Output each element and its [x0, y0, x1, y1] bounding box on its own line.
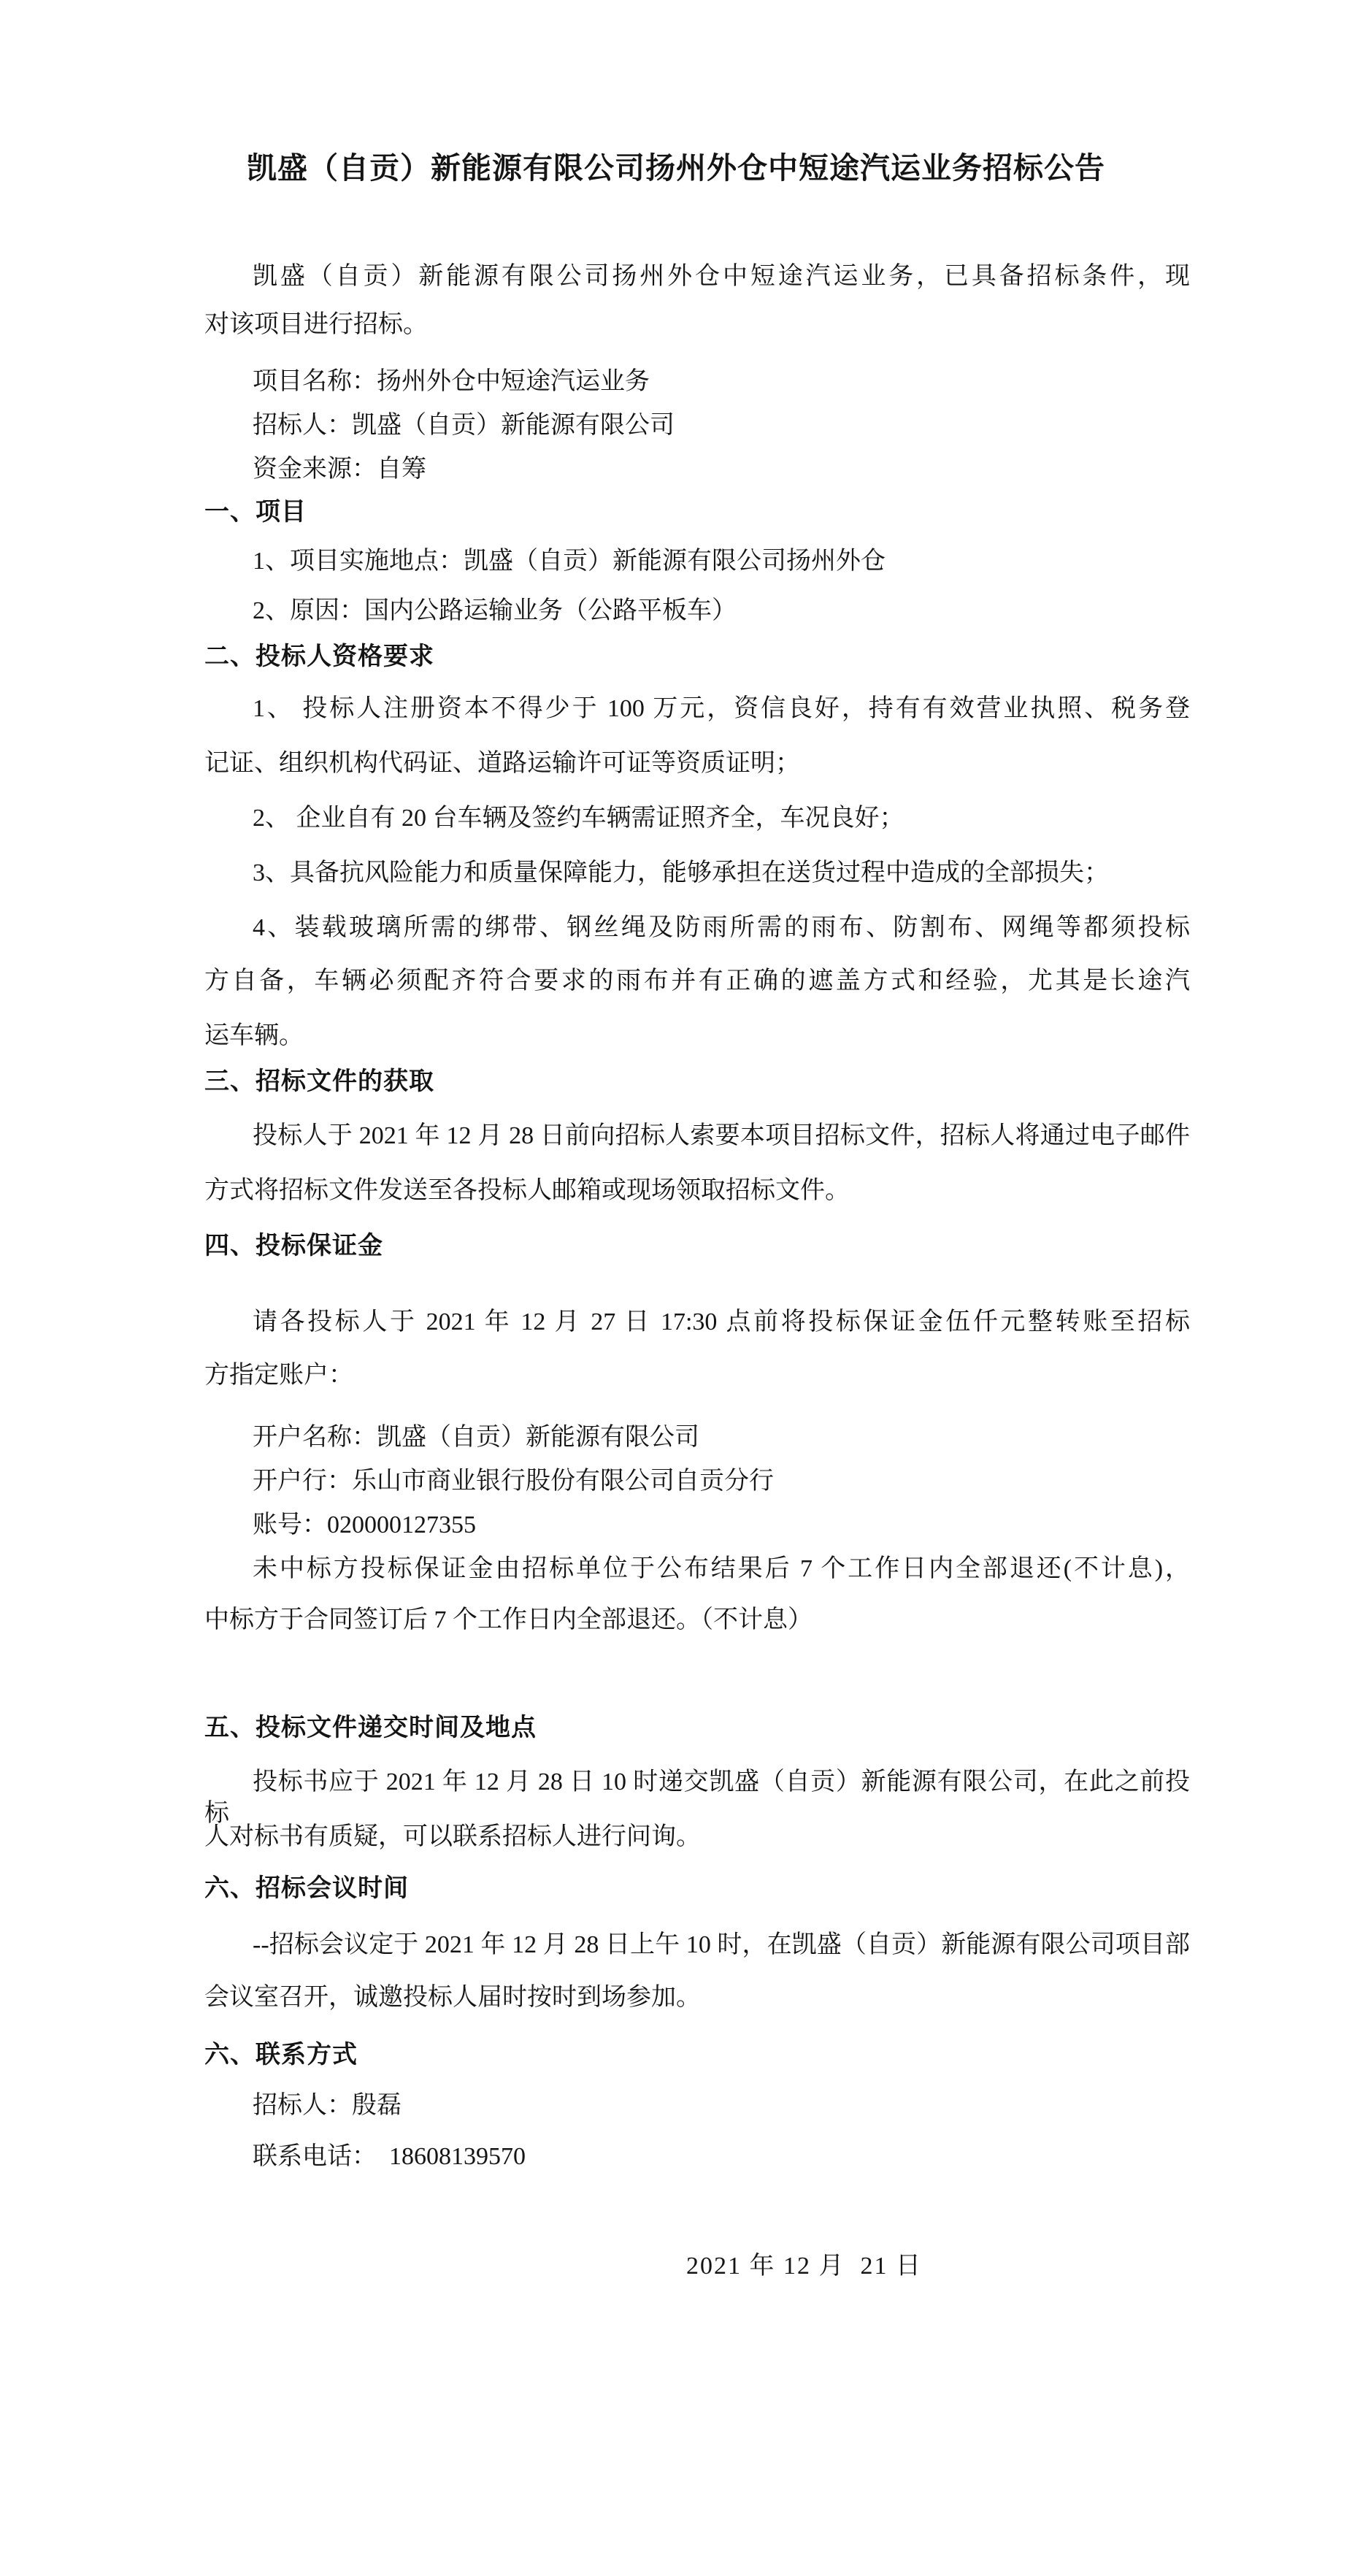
- text-line: 1、 投标人注册资本不得少于 100 万元，资信良好，持有有效营业执照、税务登: [253, 695, 1190, 722]
- text-line: 请各投标人于 2021 年 12 月 27 日 17:30 点前将投标保证金伍仟元整转账至招标: [253, 1308, 1190, 1335]
- section-heading: 四、投标保证金: [204, 1232, 383, 1260]
- text-line: 开户名称：凯盛（自贡）新能源有限公司: [253, 1424, 699, 1451]
- text-line: 2、 企业自有 20 台车辆及签约车辆需证照齐全，车况良好；: [253, 805, 904, 832]
- section-heading: 三、招标文件的获取: [204, 1067, 434, 1095]
- text-line: 开户行：乐山市商业银行股份有限公司自贡分行: [253, 1468, 774, 1495]
- section-heading: 五、投标文件递交时间及地点: [204, 1714, 537, 1741]
- text-line: 招标人：凯盛（自贡）新能源有限公司: [253, 412, 675, 439]
- text-line: 会议室召开，诚邀投标人届时按时到场参加。: [204, 1984, 701, 2011]
- text-line: 中标方于合同签订后 7 个工作日内全部退还。（不计息）: [204, 1606, 813, 1633]
- text-line: 1、项目实施地点：凯盛（自贡）新能源有限公司扬州外仓: [253, 548, 886, 575]
- text-line: 方自备，车辆必须配齐符合要求的雨布并有正确的遮盖方式和经验，尤其是长途汽: [204, 967, 1190, 994]
- text-line: 方式将招标文件发送至各投标人邮箱或现场领取招标文件。: [204, 1177, 850, 1204]
- section-heading: 一、项目: [204, 498, 307, 526]
- text-line: 4、装载玻璃所需的绑带、钢丝绳及防雨所需的雨布、防割布、网绳等都须投标: [253, 914, 1190, 941]
- text-line: 方指定账户：: [204, 1362, 353, 1389]
- text-line: 未中标方投标保证金由招标单位于公布结果后 7 个工作日内全部退还(不计息)，: [253, 1555, 1190, 1582]
- text-line: 投标书应于 2021 年 12 月 28 日 10 时递交凯盛（自贡）新能源有限公司，在此之前投标: [204, 1768, 1190, 1827]
- text-line: 3、具备抗风险能力和质量保障能力，能够承担在送货过程中造成的全部损失；: [253, 859, 1109, 886]
- text-line: 凯盛（自贡）新能源有限公司扬州外仓中短途汽运业务，已具备招标条件，现: [253, 263, 1190, 290]
- text-line: 对该项目进行招标。: [204, 311, 428, 338]
- text-line: 资金来源：自筹: [253, 456, 426, 483]
- text-line: 账号：020000127355: [253, 1511, 476, 1538]
- section-heading: 二、投标人资格要求: [204, 643, 434, 670]
- date-line: 2021 年 12 月 21 日: [686, 2253, 922, 2280]
- text-line: 人对标书有质疑，可以联系招标人进行问询。: [204, 1823, 701, 1850]
- text-line: 招标人：殷磊: [253, 2092, 402, 2119]
- text-line: 联系电话： 18608139570: [253, 2143, 526, 2170]
- document-title: 凯盛（自贡）新能源有限公司扬州外仓中短途汽运业务招标公告: [247, 151, 1105, 185]
- text-line: 运车辆。: [204, 1022, 304, 1049]
- text-line: 2、原因：国内公路运输业务（公路平板车）: [253, 597, 737, 624]
- text-line: 记证、组织机构代码证、道路运输许可证等资质证明；: [204, 750, 800, 777]
- text-line: --招标会议定于 2021 年 12 月 28 日上午 10 时，在凯盛（自贡）新能源有限公司项目部: [253, 1931, 1190, 1958]
- text-line: 投标人于 2021 年 12 月 28 日前向招标人索要本项目招标文件，招标人将通过电子邮件: [253, 1122, 1190, 1149]
- section-heading: 六、招标会议时间: [204, 1874, 409, 1902]
- section-heading: 六、联系方式: [204, 2041, 358, 2069]
- text-line: 项目名称：扬州外仓中短途汽运业务: [253, 368, 650, 395]
